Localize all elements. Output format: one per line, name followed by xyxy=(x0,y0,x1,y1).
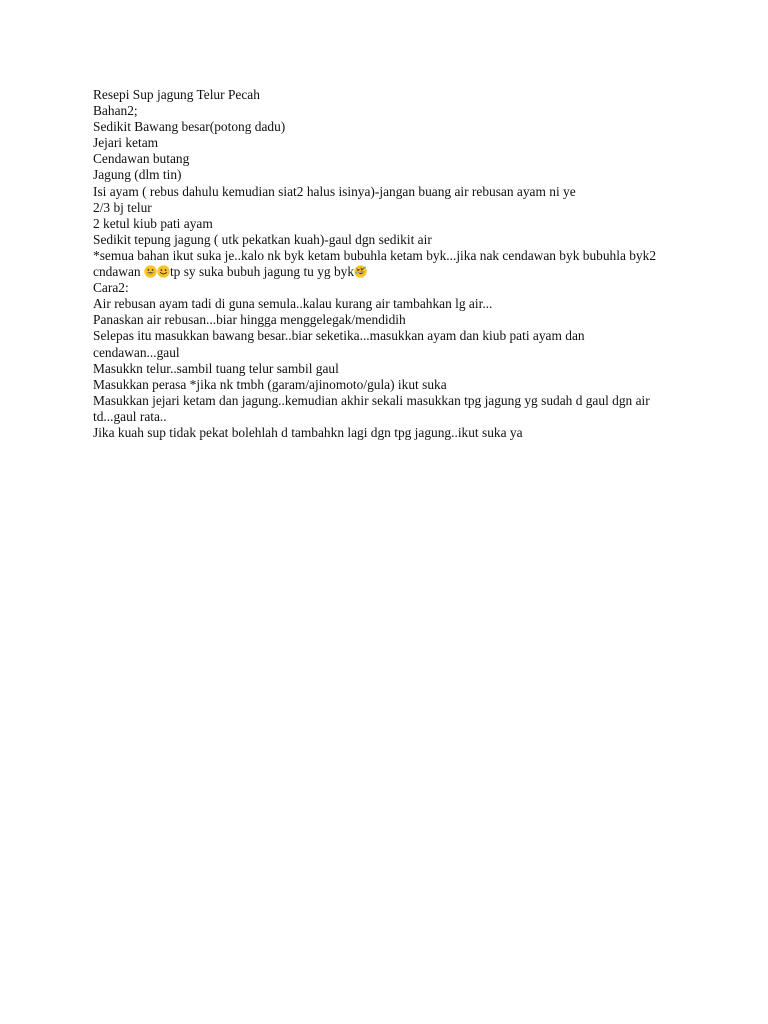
method-step: Masukkan jejari ketam dan jagung..kemudian akhir sekali masukkan tpg jagung yg sudah d gaul dgn air td...gaul rata.. xyxy=(93,392,650,424)
ingredients-heading: Bahan2; xyxy=(93,103,138,119)
note-text-start: *semua bahan ikut suka je..kalo nk byk ketam bubuhla ketam byk...jika nak cendawan byk bubuhla byk2 cndawan xyxy=(93,247,657,280)
smiling-face-emoji-icon xyxy=(157,265,170,278)
method-step: Masukkn telur..sambil tuang telur sambil gaul xyxy=(93,360,339,376)
method-step: Air rebusan ayam tadi di guna semula..kalau kurang air tambahkan lg air... xyxy=(93,296,493,312)
ingredient-item: 2/3 bj telur xyxy=(93,199,152,215)
recipe-title: Resepi Sup jagung Telur Pecah xyxy=(93,87,260,102)
ingredient-item: Sedikit tepung jagung ( utk pekatkan kuah)-gaul dgn sedikit air xyxy=(93,231,432,247)
method-step: Selepas itu masukkan bawang besar..biar seketika...masukkan ayam dan kiub pati ayam dan cendawan...gaul xyxy=(93,328,585,360)
ingredient-item: Isi ayam ( rebus dahulu kemudian siat2 halus isinya)-jangan buang air rebusan ayam ni ye xyxy=(93,183,576,199)
note-text-end: tp sy suka bubuh jagung tu yg byk xyxy=(169,264,355,280)
ingredient-item: Jagung (dlm tin) xyxy=(93,167,182,183)
method-step: Jika kuah sup tidak pekat bolehlah d tambahkn lagi dgn tpg jagung..ikut suka ya xyxy=(93,424,523,440)
ingredient-item: Jejari ketam xyxy=(93,135,159,151)
method-step: Masukkan perasa *jika nk tmbh (garam/ajinomoto/gula) ikut suka xyxy=(93,376,447,392)
ingredient-item: Cendawan butang xyxy=(93,151,190,167)
ingredient-item: 2 ketul kiub pati ayam xyxy=(93,215,213,231)
rolling-on-floor-laughing-emoji-icon xyxy=(354,265,367,278)
ingredients-note xyxy=(93,248,673,280)
method-heading: Cara2: xyxy=(93,280,129,296)
method-step: Panaskan air rebusan...biar hingga menggelegak/mendidih xyxy=(93,312,406,328)
recipe-text xyxy=(93,87,673,441)
grinning-face-emoji-icon xyxy=(144,265,157,278)
ingredient-item: Sedikit Bawang besar(potong dadu) xyxy=(93,119,286,135)
